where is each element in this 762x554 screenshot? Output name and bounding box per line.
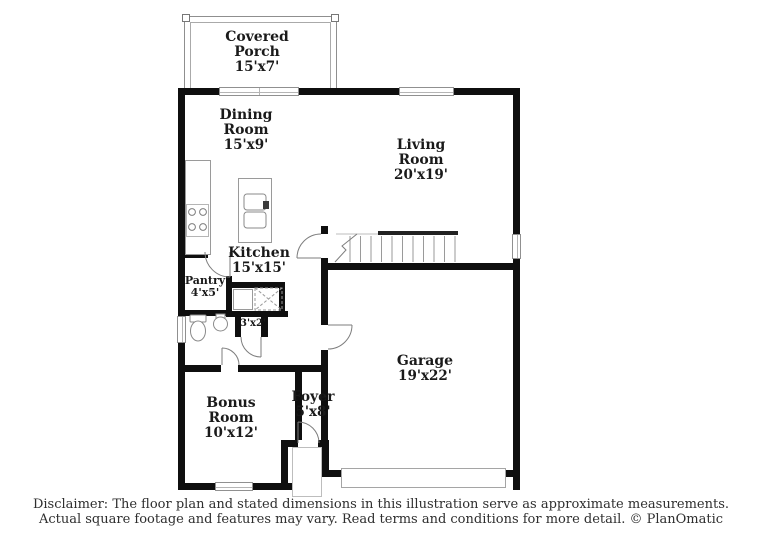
staircase — [335, 231, 458, 262]
washer-icon — [233, 289, 253, 310]
right-wall-window — [512, 234, 521, 259]
room-label-pantry: Pantry 4'x5' — [184, 274, 226, 299]
porch-slider-window — [219, 87, 299, 96]
appliance-space-icon — [255, 288, 282, 310]
disclaimer-line-1: Disclaimer: The floor plan and stated dimensions in this illustration serve as approximate measurements. — [32, 497, 730, 512]
hall-bonus-wall-right — [238, 365, 321, 372]
porch-post — [182, 14, 190, 22]
room-label-living-room: Living Room 20'x19' — [394, 137, 448, 183]
closet-door — [241, 337, 261, 357]
garage-entry-door — [328, 325, 352, 349]
exterior-wall-right — [513, 88, 520, 490]
room-label-foyer: Foyer 5'x8' — [291, 389, 335, 420]
kitchen-island — [238, 178, 272, 243]
room-label-closet: 3'x2' — [239, 318, 266, 329]
left-wall-window — [177, 316, 186, 343]
toilet-icon — [190, 315, 206, 341]
hall-bonus-wall-left — [178, 365, 221, 372]
room-label-kitchen: Kitchen 15'x15' — [228, 245, 290, 276]
room-label-bonus-room: Bonus Room 10'x12' — [204, 395, 258, 441]
disclaimer-text — [0, 498, 762, 527]
living-room-window — [399, 87, 454, 96]
porch-post — [331, 14, 339, 22]
interior-wall-jamb — [321, 226, 328, 234]
pantry-bottom-wall — [178, 310, 232, 316]
room-label-dining-room: Dining Room 15'x9' — [219, 107, 273, 153]
living-garage-divider-wall — [328, 263, 513, 270]
interior-wall-center — [321, 258, 328, 325]
room-label-garage: Garage 19'x22' — [396, 353, 454, 384]
disclaimer-line-2: Actual square footage and features may vary. Read terms and conditions for more detail. © PlanOmatic — [38, 511, 724, 527]
foyer-bonus-connector-wall — [281, 440, 288, 490]
stove-icon — [186, 204, 209, 237]
front-stoop — [292, 447, 322, 497]
garage-door — [341, 468, 506, 488]
bonus-room-door — [222, 348, 239, 365]
room-label-covered-porch: Covered Porch 15'x7' — [225, 29, 289, 75]
bonus-room-window — [215, 482, 253, 491]
stair-hall-door — [297, 234, 321, 258]
